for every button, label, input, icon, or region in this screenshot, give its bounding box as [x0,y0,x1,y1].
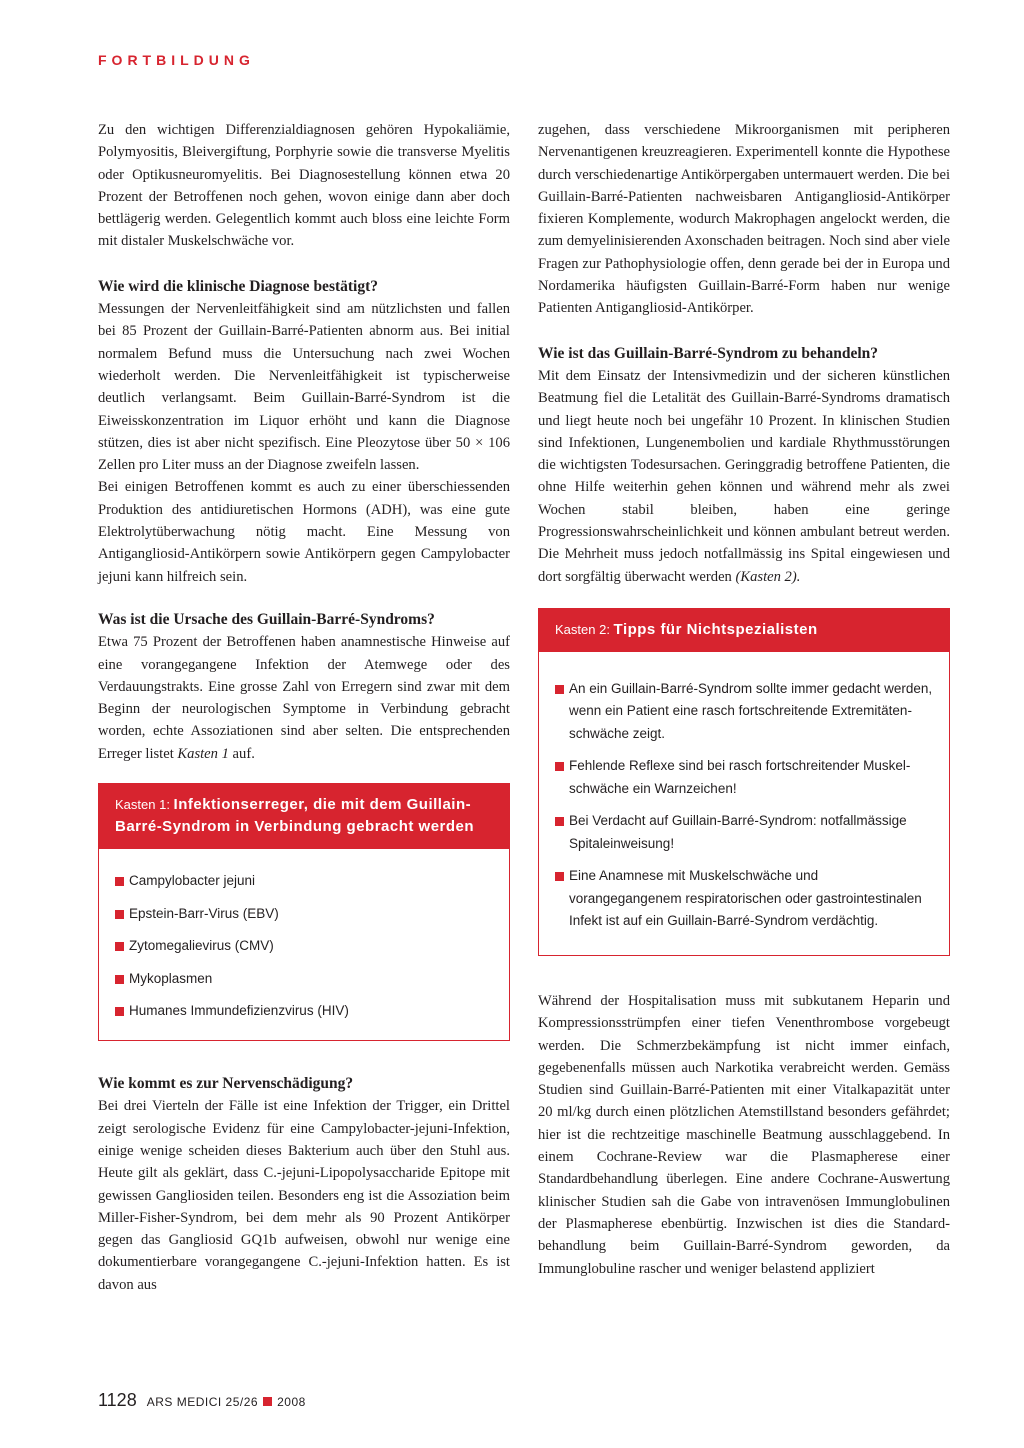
right-column [538,119,950,1280]
paragraph [98,631,510,765]
section-heading: Wie kommt es zur Nervenschädigung? [98,1075,354,1093]
square-bullet-icon [555,817,564,826]
paragraph: Während der Hospitalisation muss mit subkutanem Heparin und Kompressionsstrümpfen einer tiefen Venenthrombose vorgebeugt werden. Die Schmerzbekämpfung ist nicht immer einfach, gegebenenfalls müssen auch Narkotika verabreicht werden. Gemäss Studien sind Guillain-Barré-Patienten mit einer Vitalkapazität unter 20 ml/kg durch einen plötzlichen Atemstillstand besonders gefährdet; hier ist die rechtzeitige maschinelle Beatmung ausschlaggebend. In einem Cochrane-Review war die Plasmapherese einer Standardbehandlung überlegen. Eine andere Cochrane-Auswertung klinischer Studien sah die Gabe von intravenösen Immunglobulinen der Plasmapherese ebenbürtig. Inzwischen ist dies die Standardbehandlung beim Guillain-Barré-Syndrom geworden, da Immunglobuline rascher und weniger belastend appliziert [538,992,950,1277]
box-reference: Kasten 1 [177,745,229,762]
paragraph: zugehen, dass verschiedene Mikroorganismen mit peripheren Nervenantigenen kreuzreagieren. Experimentell konnte die Hypothese durch verschiedenartige Antikörpergaben untermauert werden. Die bei Guillain-Barré-Patienten nachweisbaren Antigangliosid-Antikörper fixieren Komplemente, wodurch Makrophagen angelockt werden, die zum demyelinisierenden Axonschaden beitragen. Noch sind aber viele Fragen zur Pathophysiologie offen, denn gerade bei der in Europa und Nordamerika häufigsten Guillain-Barré-Form haben nur wenige Patienten Antigangliosid-Antikörper. [538,122,950,317]
list-item [555,678,933,746]
square-bullet-icon [115,1007,124,1016]
info-box-kicker: Kasten 2: [555,621,614,637]
paragraph: Messungen der Nervenleitfähigkeit sind am nützlichsten und fallen bei 85 Prozent der Guillain-Barré-Patienten abnorm aus. Bei initial normalem Befund muss die Untersuchung nach zwei Wochen wiederholt werden. Die Nervenleitfähigkeit ist typischerweise deutlich verlangsamt. Beim Guillain-Barré-Syndrom ist die Eiweisskonzentration im Liquor erhöht und kann die Diagnose stützen, dies ist aber nicht spezifisch. Eine Pleozytose über 50 × 106 Zellen pro Liter muss an der Diagnose zweifeln lassen. [98,301,510,474]
section-heading: Wie ist das Guillain-Barré-Syndrom zu behandeln? [538,344,879,362]
list-item [555,865,933,933]
square-bullet-icon [555,872,564,881]
list-item-text: Zytomegalievirus (CMV) [129,938,274,954]
list-item-text: Humanes Immundefizienzvirus (HIV) [129,1003,349,1019]
info-box-2 [538,608,950,956]
info-box-list [539,652,949,959]
list-item-text: Eine Anamnese mit Muskelschwäche und vorangegangenem respiratorischen oder gastrointestinalen Infekt ist auf ein Guillain-Barré-Syndrom verdächtig. [569,868,922,929]
paragraph [538,365,950,588]
list-item [115,903,493,926]
list-item [115,1000,493,1023]
square-bullet-icon [555,685,564,694]
info-box-title: Tipps für Nichtspezialisten [613,620,818,638]
list-item-text: Epstein-Barr-Virus (EBV) [129,905,279,921]
square-bullet-icon [115,910,124,919]
list-item-text: Fehlende Reflexe sind bei rasch fortschreitender Muskelschwäche ein Warnzeichen! [569,758,911,796]
list-item [115,968,493,991]
section-heading: Was ist die Ursache des Guillain-Barré-Syndroms? [98,610,435,628]
page-footer [98,1390,306,1414]
list-item [555,810,933,855]
list-item [115,935,493,958]
paragraph-text: Mit dem Einsatz der Intensivmedizin und der sicheren künstlichen Beatmung fiel die Letalität des Guillain-Barré-Syndroms dramatisch und liegt heute noch bei ungefähr 10 Prozent. In klinischen Studien sind Infektionen, Lungenembolien und kardiale Rhythmusstörungen die wichtigsten Todesursachen. Geringgradig betroffene Patienten, die ohne Hilfe weiterhin gehen können und während mehr als zwei Wochen stabil bleiben, haben eine geringe Progressionswahrscheinlichkeit und können ambulant betreut werden. Die Mehrheit muss jedoch notfallmässig ins Spital eingewiesen und dort sorgfältig überwacht werden [538,367,950,585]
info-box-header [99,784,509,849]
list-item-text: Campylobacter jejuni [129,873,256,889]
list-item [555,755,933,800]
list-item-text: Mykoplasmen [129,970,213,986]
info-box-title: Infektionserreger, die mit dem Guillain-Barré-Syndrom in Verbindung gebracht werden [115,796,475,836]
journal-name: ARS MEDICI 25/26 [146,1395,259,1409]
paragraph: Bei einigen Betroffenen kommt es auch zu einer überschiessenden Produktion des antidiuretischen Hormons (ADH), was eine gute Elektrolytüberwachung nötig macht. Eine Messung von Antigangliosid-Antikörpern sowie Antikörpern gegen Campylobacter jejuni kann hilfreich sein. [98,479,510,585]
list-item-text: Bei Verdacht auf Guillain-Barré-Syndrom: notfallmässige Spitaleinweisung! [569,813,907,851]
paragraph: Bei drei Vierteln der Fälle ist eine Infektion der Trigger, ein Drittel zeigt serologische Evidenz für eine Campylobacter-jejuni-Infektion, einige wenige scheiden dieses Bakterium auch über den Stuhl aus. Heute gilt als geklärt, dass C.-jejuni-Lipopolysaccharide Epitope mit gewissen Gangliosiden teilen. Besonders eng ist die Assoziation beim Miller-Fisher-Syndrom, bei dem mehr als 90 Prozent Antikörper gegen das Gangliosid GQ1b aufweisen, obwohl nur wenige eine dokumentierbare vorangegangene C.-jejuni-Infektion hatten. Es ist davon aus [98,1098,510,1293]
info-box-header [539,609,949,652]
section-heading: Wie wird die klinische Diagnose bestätigt? [98,277,379,295]
box-reference: (Kasten 2). [735,568,801,585]
info-box-list [99,849,509,1049]
info-box-1 [98,783,510,1041]
journal-year: 2008 [277,1395,306,1409]
page-number: 1128 [98,1390,137,1410]
square-bullet-icon [263,1397,272,1406]
info-box-kicker: Kasten 1: [115,797,174,813]
paragraph-text: Etwa 75 Prozent der Betroffenen haben anamnestische Hinweise auf eine vorangegangene Infektion der Atemwege oder des Verdauungstrakts. Eine grosse Zahl von Erregern sind zwar mit dem Beginn der neurologischen Symptome in Verbindung gebracht worden, echte Assoziationen sind aber selten. Die entsprechenden Erreger listet [98,634,510,762]
square-bullet-icon [115,877,124,886]
section-header: FORTBILDUNG [98,52,255,68]
paragraph-text: auf. [228,745,255,762]
paragraph: Zu den wichtigen Differenzialdiagnosen gehören Hypokaliämie, Polymyositis, Bleivergiftung, Porphyrie sowie die transverse Myelitis oder Optikusneuromyelitis. Bei Diagnosestellung können etwa 20 Prozent der Betroffenen noch gehen, wovon einige dann aber doch bettlägerig werden. Gelegentlich kommt auch bloss eine leichte Form mit distaler Muskelschwäche vor. [98,122,510,250]
list-item [115,870,493,893]
square-bullet-icon [115,942,124,951]
square-bullet-icon [115,975,124,984]
left-column [98,119,510,1296]
square-bullet-icon [555,762,564,771]
list-item-text: An ein Guillain-Barré-Syndrom sollte immer gedacht werden, wenn ein Patient eine rasch fortschreitende Extremitätenschwäche zeigt. [569,680,933,741]
